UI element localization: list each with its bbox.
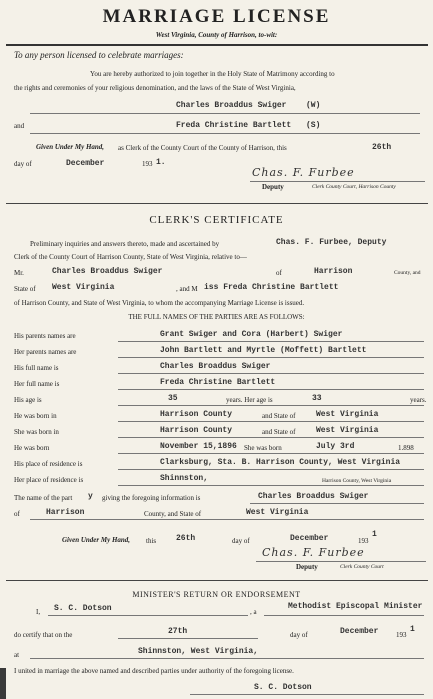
groom-name: Charles Broaddus Swiger bbox=[176, 101, 287, 110]
party-letter: y bbox=[88, 492, 93, 501]
title-divider bbox=[6, 44, 428, 46]
she-born-date-label: She was born bbox=[244, 444, 282, 452]
her-age: 33 bbox=[312, 394, 322, 403]
minister-at: at bbox=[14, 651, 20, 659]
his-full-name: Charles Broaddus Swiger bbox=[160, 362, 271, 371]
deputy-label-1: Deputy bbox=[262, 183, 284, 191]
bride-name: Freda Christine Bartlett bbox=[176, 121, 292, 130]
clerk-certificate-heading: CLERK'S CERTIFICATE bbox=[149, 214, 284, 226]
her-residence-line bbox=[118, 485, 424, 486]
minister-place: Shinnston, West Virginia, bbox=[138, 647, 259, 656]
deputy-label-2: Deputy bbox=[296, 563, 318, 571]
informant-prefix: The name of the part bbox=[14, 494, 73, 502]
cert-made-by: Chas. F. Furbee, Deputy bbox=[276, 238, 387, 247]
license-year-suffix: 1. bbox=[156, 158, 166, 167]
informant-county-state: County, and State of bbox=[144, 510, 202, 518]
cert-given-hand: Given Under My Hand, bbox=[62, 536, 131, 544]
minister-i: I, bbox=[36, 608, 41, 616]
clerk-signature-line-1 bbox=[250, 181, 425, 182]
his-parents-line bbox=[118, 341, 424, 342]
bride-status: (S) bbox=[306, 121, 321, 130]
license-intro: To any person licensed to celebrate marriages: bbox=[14, 50, 184, 60]
minister-name: S. C. Dotson bbox=[54, 604, 112, 613]
her-parents-label: Her parents names are bbox=[14, 348, 77, 356]
minister-day-of: day of bbox=[290, 631, 308, 639]
clerk-signature-line-2 bbox=[256, 561, 426, 562]
informant-state: West Virginia bbox=[246, 508, 309, 517]
he-born-line bbox=[118, 421, 424, 422]
informant-name: Charles Broaddus Swiger bbox=[258, 492, 369, 501]
license-year-prefix: 193 bbox=[142, 160, 153, 168]
cert-month: December bbox=[290, 534, 329, 543]
minister-signature-line bbox=[190, 694, 424, 695]
he-state-of-label: and State of bbox=[262, 412, 296, 420]
he-born-county: Harrison County bbox=[160, 410, 233, 419]
his-residence-line bbox=[118, 469, 424, 470]
cert-and-m: , and M bbox=[176, 285, 198, 293]
her-name-line bbox=[118, 389, 424, 390]
her-name-label: Her full name is bbox=[14, 380, 60, 388]
cert-year-suffix: 1 bbox=[372, 530, 377, 539]
bride-underline bbox=[30, 133, 420, 134]
cert-groom-county: Harrison bbox=[314, 267, 353, 276]
informant-county-line bbox=[30, 519, 424, 520]
minister-place-line bbox=[30, 658, 424, 659]
he-born-date-label: He was born bbox=[14, 444, 50, 452]
clerk-caption-2: Clerk County Court bbox=[340, 564, 384, 570]
cert-day-of: day of bbox=[232, 537, 250, 545]
his-age-label: His age is bbox=[14, 396, 42, 404]
mr-label: Mr. bbox=[14, 269, 24, 277]
license-month: December bbox=[66, 159, 105, 168]
cert-line2: Clerk of the County Court of Harrison County, State of West Virginia, relative to— bbox=[14, 253, 247, 261]
minister-a: , a bbox=[250, 608, 257, 616]
clerk-signature-1: Chas. F. Furbee bbox=[252, 166, 355, 179]
his-name-label: His full name is bbox=[14, 364, 59, 372]
informant-mid: giving the foregoing information is bbox=[102, 494, 201, 502]
her-full-name: Freda Christine Bartlett bbox=[160, 378, 276, 387]
his-parents: Grant Swiger and Cora (Harbert) Swiger bbox=[160, 330, 343, 339]
her-residence: Shinnston, bbox=[160, 474, 209, 483]
minister-year-prefix: 193 bbox=[396, 631, 407, 639]
cert-day: 26th bbox=[176, 534, 196, 543]
and-label: and bbox=[14, 122, 25, 130]
minister-denomination: Methodist Episcopal Minister bbox=[288, 602, 423, 611]
cert-groom: Charles Broaddus Swiger bbox=[52, 267, 163, 276]
minister-month: December bbox=[340, 627, 379, 636]
informant-county: Harrison bbox=[46, 508, 85, 517]
section-divider-2 bbox=[6, 580, 428, 581]
cert-groom-state: West Virginia bbox=[52, 283, 115, 292]
his-name-line bbox=[118, 373, 424, 374]
years-label-2: years. bbox=[410, 396, 427, 404]
she-born-state: West Virginia bbox=[316, 426, 379, 435]
given-hand-text: as Clerk of the County Court of the County of Harrison, this bbox=[118, 144, 287, 152]
his-parents-label: His parents names are bbox=[14, 332, 76, 340]
he-born-date: November 15,1896 bbox=[160, 442, 237, 451]
she-state-of-label: and State of bbox=[262, 428, 296, 436]
minister-signature: S. C. Dotson bbox=[254, 683, 312, 692]
minister-name-line bbox=[48, 615, 248, 616]
informant-of: of bbox=[14, 510, 20, 518]
document-subtitle: West Virginia, County of Harrison, to-wit: bbox=[155, 31, 278, 39]
license-line1: You are hereby authorized to join together in the Holy State of Matrimony according to bbox=[90, 70, 335, 78]
his-residence-label: His place of residence is bbox=[14, 460, 83, 468]
she-born-line bbox=[118, 437, 424, 438]
given-hand-label: Given Under My Hand, bbox=[36, 143, 105, 151]
he-born-state: West Virginia bbox=[316, 410, 379, 419]
her-residence-suffix: Harrison County, West Virginia bbox=[322, 478, 392, 484]
cert-state-of: State of bbox=[14, 285, 36, 293]
his-residence: Clarksburg, Sta. B. Harrison County, West Virginia bbox=[160, 458, 401, 467]
she-born-county: Harrison County bbox=[160, 426, 233, 435]
cert-county-and: County, and bbox=[394, 270, 421, 276]
years-her-age-label: years. Her age is bbox=[226, 396, 273, 404]
her-parents-line bbox=[118, 357, 424, 358]
minister-certify: do certify that on the bbox=[14, 631, 73, 639]
he-born-label: He was born in bbox=[14, 412, 57, 420]
groom-underline bbox=[30, 113, 420, 114]
license-line2: the rights and ceremonies of your religious denomination, and the laws of the State of West Virginia, bbox=[14, 84, 296, 92]
her-residence-label: Her place of residence is bbox=[14, 476, 84, 484]
she-born-date: July 3rd bbox=[316, 442, 355, 451]
minister-year-suffix: 1 bbox=[410, 625, 415, 634]
license-day: 26th bbox=[372, 143, 392, 152]
cert-bride: iss Freda Christine Bartlett bbox=[204, 283, 339, 292]
minister-day: 27th bbox=[168, 627, 188, 636]
his-age: 35 bbox=[168, 394, 178, 403]
informant-line bbox=[250, 503, 424, 504]
she-born-year: 1.898 bbox=[398, 444, 414, 452]
document-title: MARRIAGE LICENSE bbox=[102, 6, 331, 27]
binding-edge bbox=[0, 668, 6, 699]
cert-this: this bbox=[146, 537, 157, 545]
clerk-signature-2: Chas. F. Furbee bbox=[262, 546, 365, 559]
groom-status: (W) bbox=[306, 101, 321, 110]
cert-line-last: of Harrison County, and State of West Virginia, to whom the accompanying Marriage License is issued. bbox=[14, 299, 305, 307]
she-born-label: She was born in bbox=[14, 428, 59, 436]
license-day-of: day of bbox=[14, 160, 32, 168]
minister-day-line bbox=[118, 638, 258, 639]
minister-heading: MINISTER'S RETURN OR ENDORSEMENT bbox=[132, 590, 301, 599]
clerk-caption-1: Clerk County Court, Harrison County bbox=[312, 184, 396, 190]
section-divider-1 bbox=[6, 203, 428, 204]
her-parents: John Bartlett and Myrtle (Moffett) Bartlett bbox=[160, 346, 367, 355]
minister-denomination-line bbox=[264, 615, 424, 616]
minister-united: I united in marriage the above named and described parties under authority of the foregoing license. bbox=[14, 667, 294, 675]
cert-line1: Preliminary inquiries and answers thereto, made and ascertained by bbox=[30, 240, 220, 248]
age-line bbox=[118, 405, 424, 406]
born-date-line bbox=[118, 453, 424, 454]
full-names-heading: THE FULL NAMES OF THE PARTIES ARE AS FOLLOWS: bbox=[128, 313, 305, 321]
cert-year-prefix: 193 bbox=[358, 537, 369, 545]
cert-of: of bbox=[276, 269, 282, 277]
